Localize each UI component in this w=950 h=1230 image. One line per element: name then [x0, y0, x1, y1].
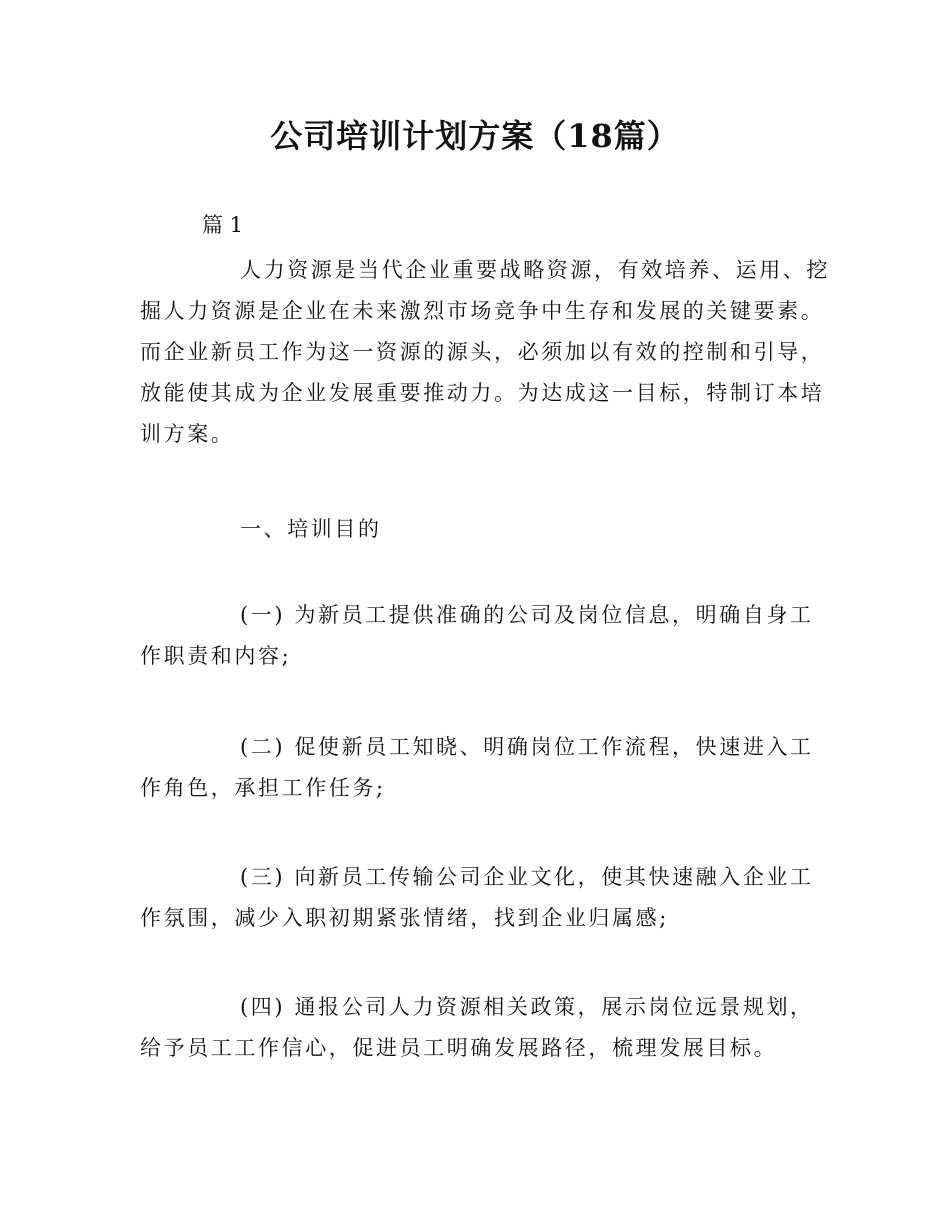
section-heading: 一、培训目的: [240, 517, 382, 541]
list-item: (四) 通报公司人力资源相关政策，展示岗位远景规划，给予员工工作信心，促进员工明确发展路径，梳理发展目标。: [140, 995, 814, 1060]
intro-paragraph: 人力资源是当代企业重要战略资源，有效培养、运用、挖掘人力资源是企业在未来激烈市场竞争中生存和发展的关键要素。而企业新员工作为这一资源的源头，必须加以有效的控制和引导，放能使其成为企业发展重要推动力。为达成这一目标，特制订本培训方案。: [140, 258, 830, 446]
list-item: (三) 向新员工传输公司企业文化，使其快速融入企业工作氛围，减少入职初期紧张情绪，找到企业归属感;: [140, 865, 814, 930]
list-item: (一) 为新员工提供准确的公司及岗位信息，明确自身工作职责和内容;: [140, 603, 814, 668]
list-item: (二) 促使新员工知晓、明确岗位工作流程，快速进入工作角色，承担工作任务;: [140, 735, 814, 800]
document-title: 公司培训计划方案（18篇）: [270, 117, 680, 155]
section-label: 篇 1: [202, 213, 244, 237]
